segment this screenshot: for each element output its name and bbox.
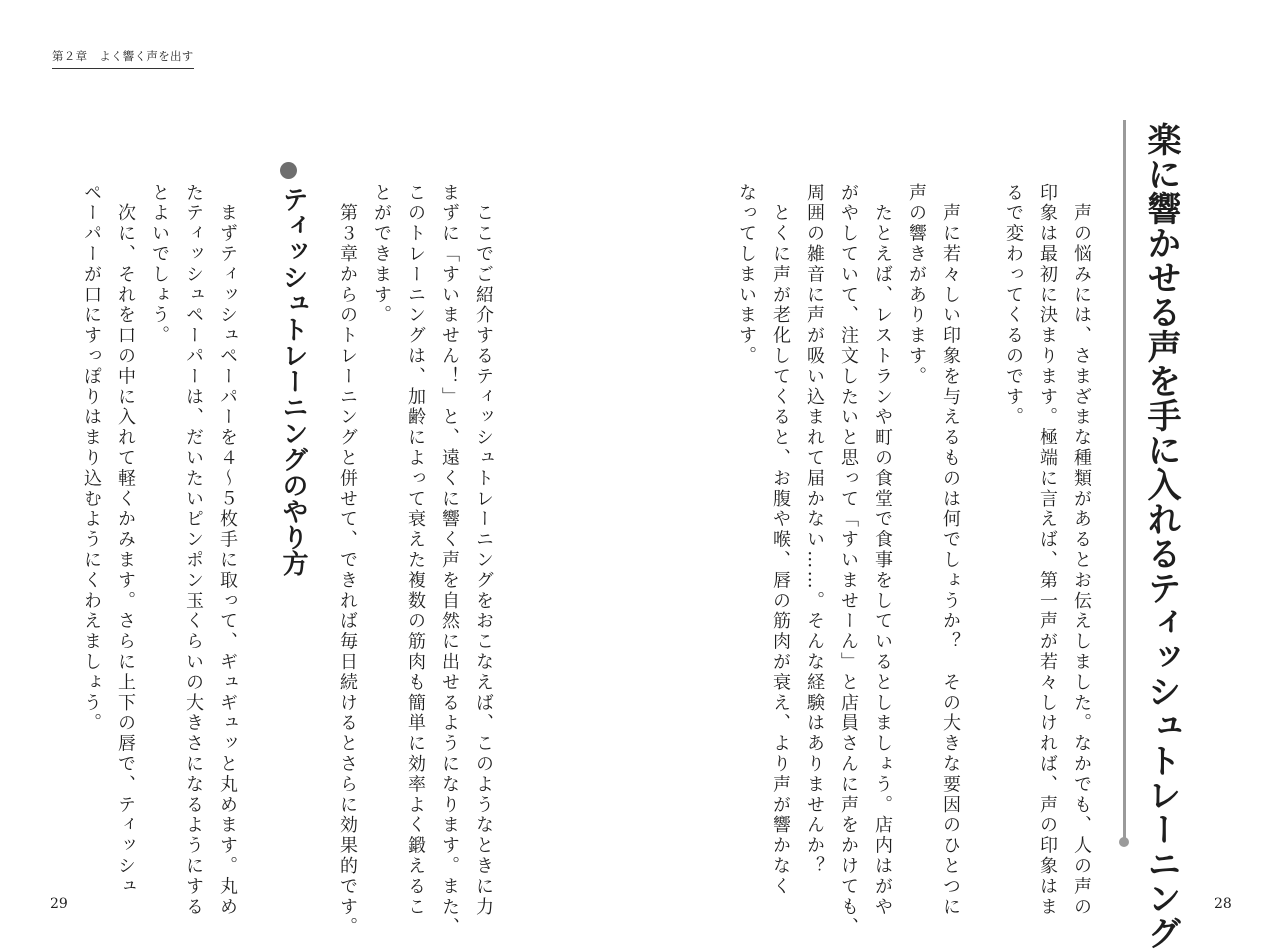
title-rule-dot [1119, 837, 1129, 847]
running-head: 第２章 よく響く声を出す [52, 48, 194, 69]
body-line: るで変わってくるのです。 [1003, 183, 1024, 428]
body-line: まずティッシュペーパーを４〜５枚手に取って、ギュギュッと丸めます。丸め [217, 183, 238, 918]
body-line: ペーパーが口にすっぽりはまり込むようにくわえましょう。 [81, 183, 102, 734]
body-line: 印象は最初に決まります。極端に言えば、第一声が若々しければ、声の印象はま [1037, 183, 1058, 918]
body-line: ここでご紹介するティッシュトレーニングをおこなえば、このようなときに力 [473, 183, 494, 918]
body-line: このトレーニングは、加齢によって衰えた複数の筋肉も簡単に効率よく鍛えるこ [405, 183, 426, 918]
page-number-left: 29 [50, 896, 68, 912]
page-number-right: 28 [1214, 896, 1232, 912]
body-line: とができます。 [371, 183, 392, 326]
section-title: 楽に響かせる声を手に入れるティッシュトレーニング [1141, 122, 1181, 950]
body-line: とよいでしょう。 [149, 183, 170, 347]
title-rule [1123, 120, 1126, 842]
body-line: とくに声が老化してくると、お腹や喉、唇の筋肉が衰え、より声が響かなく [770, 183, 791, 897]
body-line: 周囲の雑音に声が吸い込まれて届かない……。そんな経験はありませんか？ [804, 183, 825, 877]
body-line: まずに「すいません！」と、遠くに響く声を自然に出せるようになります。また、 [439, 183, 460, 938]
body-line: なってしまいます。 [736, 183, 757, 367]
body-line: がやしていて、注文したいと思って「すいませーん」と店員さんに声をかけても、 [838, 183, 859, 938]
body-line: 次に、それを口の中に入れて軽くかみます。さらに上下の唇で、ティッシュ [115, 183, 136, 897]
body-line: たティッシュペーパーは、だいたいピンポン玉くらいの大きさになるようにする [183, 183, 204, 918]
section-heading: ティッシュトレーニングのやり方 [278, 186, 308, 576]
body-line: たとえば、レストランや町の食堂で食事をしているとしましょう。店内はがや [872, 183, 893, 918]
body-line: 声に若々しい印象を与えるものは何でしょうか？ その大きな要因のひとつに [940, 183, 961, 918]
body-line: 第３章からのトレーニングと併せて、できれば毎日続けるとさらに効果的です。 [337, 183, 358, 938]
heading-bullet [280, 162, 297, 179]
body-line: 声の悩みには、さまざまな種類があるとお伝えしました。なかでも、人の声の [1071, 183, 1092, 918]
body-line: 声の響きがあります。 [906, 183, 927, 387]
